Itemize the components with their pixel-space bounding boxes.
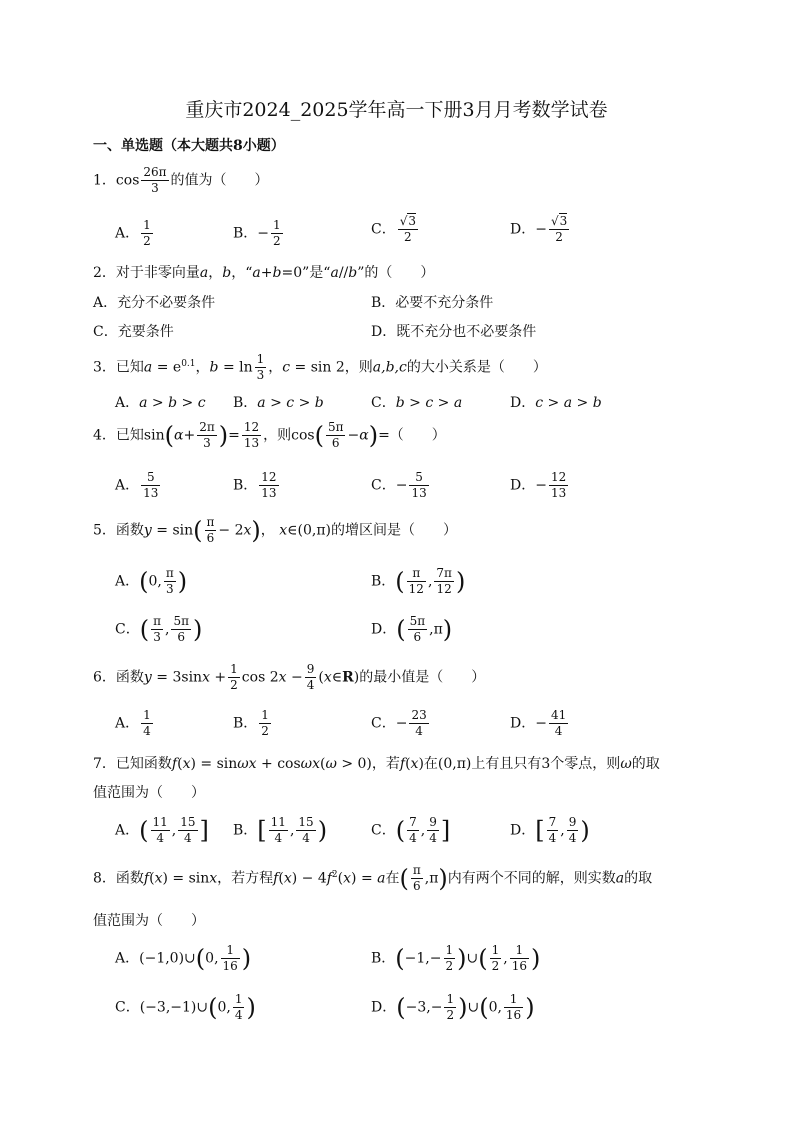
option-7a[interactable]: A．( $\frac{11}{4}$ , $\frac{15}{4}$ ] (115, 815, 209, 845)
question-1: 1．cos $\frac{26\pi}{3}$ 的值为（ ） (93, 165, 269, 195)
option-6b[interactable]: B． $\frac{1}{2}$ (233, 708, 269, 738)
option-8a[interactable]: A．(−1,0)∪(0, $\frac{1}{16}$ ) (115, 943, 252, 973)
option-5b[interactable]: B．( $\frac{\pi}{12}$ , $\frac{7\pi}{12}$ ) (371, 566, 466, 596)
option-3d[interactable]: D．c > a > b (510, 395, 602, 411)
question-3: 3．已知$a = e^{0.1}$，b = ln $\frac{1}{3}$ ，c = sin 2，则a,b,c的大小关系是（ ） (93, 352, 547, 382)
question-8-line2: 值范围为（ ） (93, 913, 205, 929)
option-5a[interactable]: A．(0, $\frac{\pi}{3}$ ) (115, 566, 188, 596)
option-1b[interactable]: B．− $\frac{1}{2}$ (233, 218, 281, 248)
option-5d[interactable]: D．( $\frac{5\pi}{6}$ ,π) (371, 614, 453, 644)
option-6d[interactable]: D．− $\frac{41}{4}$ (510, 708, 567, 738)
option-4c[interactable]: C．− $\frac{5}{13}$ (371, 470, 427, 500)
question-4: 4．已知sin(α+ $\frac{2\pi}{3}$ )= $\frac{12}{13}$ ，则cos( $\frac{5\pi}{6}$ −α)=（ ） (93, 420, 446, 450)
section-heading: 一、单选题（本大题共8小题） (93, 138, 285, 154)
option-4a[interactable]: A． $\frac{5}{13}$ (115, 470, 159, 500)
question-5: 5．函数y = sin( $\frac{\pi}{6}$ − 2x)， x∈(0,π)的增区间是（ ） (93, 515, 458, 545)
option-2d[interactable]: D．既不充分也不必要条件 (371, 324, 537, 340)
question-7-line2: 值范围为（ ） (93, 785, 205, 801)
question-7: 7．已知函数f(x) = sinωx + cosωx(ω > 0)，若f(x)在(0,π)上有且只有3个零点，则ω的取 (93, 756, 660, 772)
question-2: 2．对于非零向量a，b，“a+b=0”是“a//b”的（ ） (93, 265, 435, 281)
page-title: 重庆市2024_2025学年高一下册3月月考数学试卷 (185, 99, 608, 121)
option-7b[interactable]: B．[ $\frac{11}{4}$ , $\frac{15}{4}$ ) (233, 815, 328, 845)
option-1a[interactable]: A． $\frac{1}{2}$ (115, 218, 151, 248)
option-3b[interactable]: B．a > c > b (233, 395, 324, 411)
option-2c[interactable]: C．充要条件 (93, 324, 174, 340)
option-5c[interactable]: C．( $\frac{\pi}{3}$ , $\frac{5\pi}{6}$ ) (115, 614, 203, 644)
option-8b[interactable]: B．(−1,− $\frac{1}{2}$ )∪( $\frac{1}{2}$ , $\frac{1}{16}$ ) (371, 943, 541, 973)
option-1c[interactable]: C． $\frac{√3}{2}$ (371, 214, 417, 244)
option-7c[interactable]: C．( $\frac{7}{4}$ , $\frac{9}{4}$ ] (371, 815, 451, 845)
option-3c[interactable]: C．b > c > a (371, 395, 463, 411)
fraction: $\frac{26\pi}{3}$ (143, 165, 167, 195)
option-8d[interactable]: D．(−3,− $\frac{1}{2}$ )∪(0, $\frac{1}{16}$ ) (371, 992, 535, 1022)
question-8: 8．函数f(x) = sinx，若方程$f(x) - 4f^2(x) = a$在( $\frac{\pi}{6}$ ,π)内有两个不同的解，则实数a的取 (93, 863, 653, 893)
question-6: 6．函数y = 3sinx + $\frac{1}{2}$ cos 2x − $\frac{9}{4}$ (x∈R)的最小值是（ ） (93, 662, 486, 692)
option-3a[interactable]: A．a > b > c (115, 395, 206, 411)
option-4d[interactable]: D．− $\frac{12}{13}$ (510, 470, 567, 500)
option-2a[interactable]: A．充分不必要条件 (93, 295, 216, 311)
option-1d[interactable]: D．− $\frac{√3}{2}$ (510, 214, 568, 244)
option-6a[interactable]: A． $\frac{1}{4}$ (115, 708, 151, 738)
option-7d[interactable]: D．[ $\frac{7}{4}$ , $\frac{9}{4}$ ) (510, 815, 590, 845)
option-4b[interactable]: B． $\frac{12}{13}$ (233, 470, 277, 500)
option-8c[interactable]: C．(−3,−1)∪(0, $\frac{1}{4}$ ) (115, 992, 256, 1022)
option-6c[interactable]: C．− $\frac{23}{4}$ (371, 708, 427, 738)
option-2b[interactable]: B．必要不充分条件 (371, 295, 494, 311)
